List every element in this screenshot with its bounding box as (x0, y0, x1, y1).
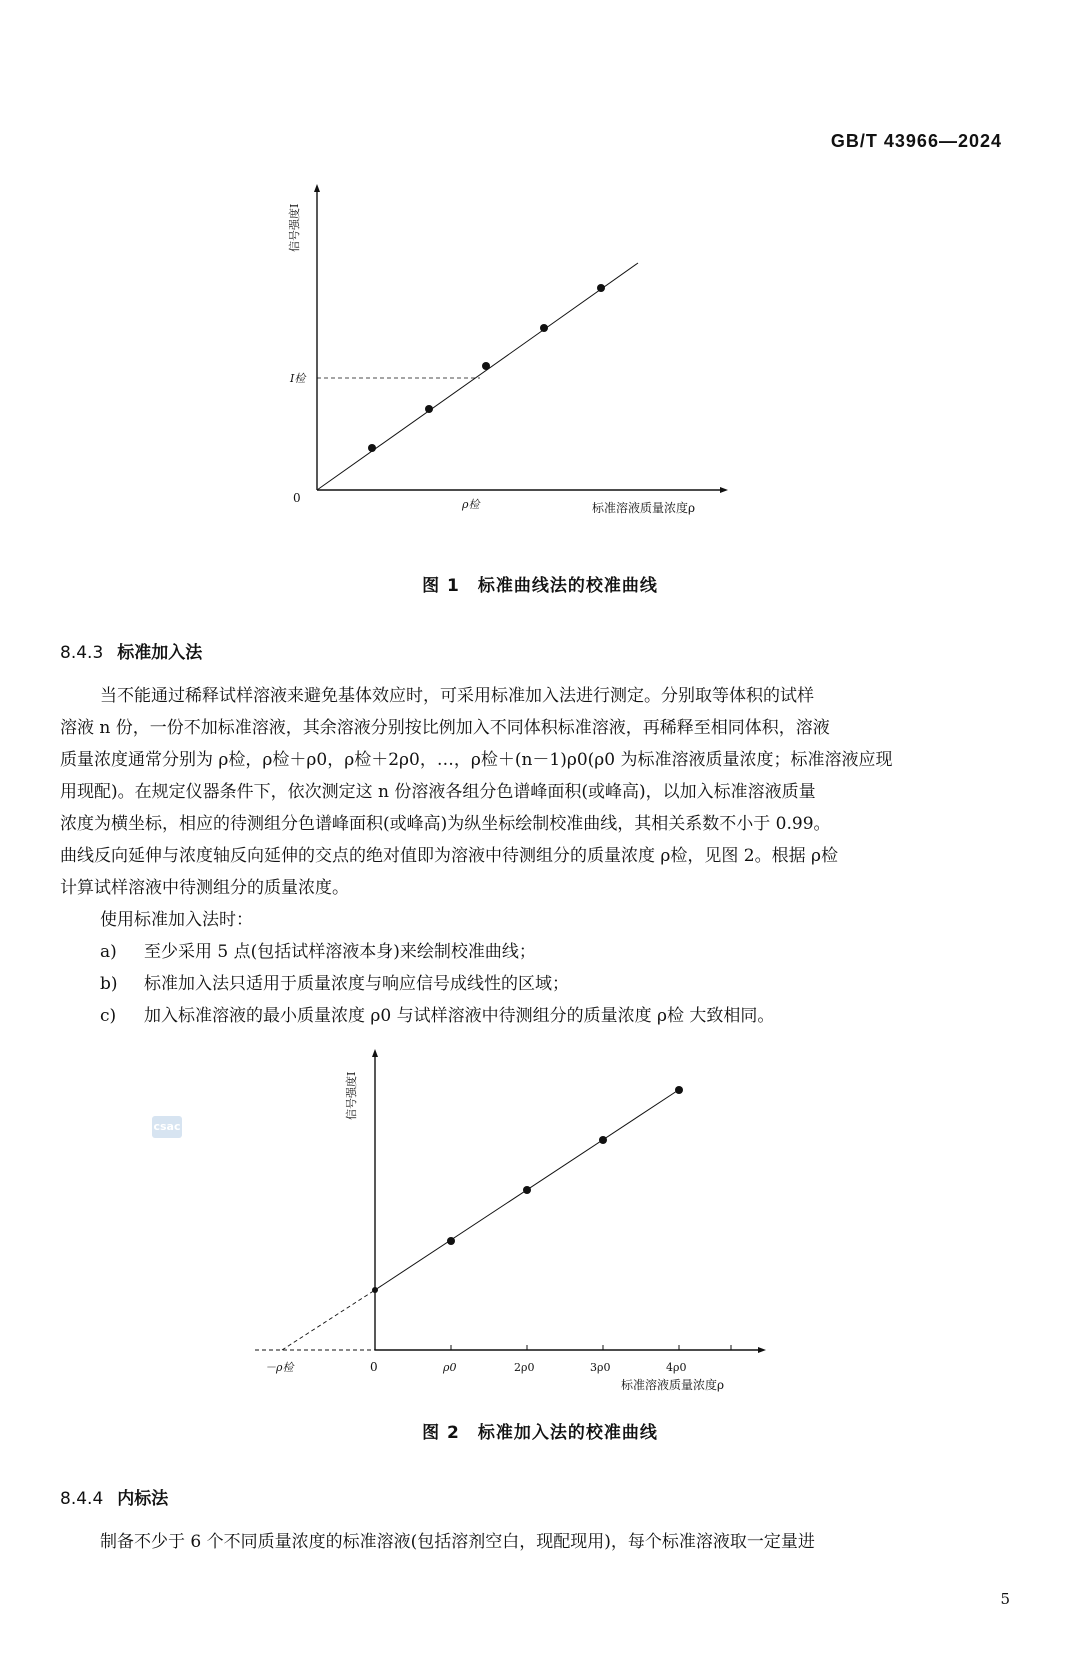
data-point (523, 1186, 531, 1194)
data-point (482, 362, 490, 370)
y-marker-label: I检 (290, 372, 306, 385)
page-number: 5 (1000, 1590, 1010, 1608)
data-point (372, 1287, 378, 1293)
list-item (60, 936, 1010, 968)
paragraph-line: 质量浓度通常分别为 ρ检，ρ检＋ρ0，ρ检＋2ρ0，…，ρ检＋(n－1)ρ0(ρ0 为标准溶液质量浓度；标准溶液应现 (60, 750, 893, 770)
figure-2-chart (255, 1045, 815, 1400)
x-tick-label: 4ρ0 (666, 1361, 687, 1374)
data-point (368, 444, 376, 452)
paragraph-line: 计算试样溶液中待测组分的质量浓度。 (60, 878, 349, 898)
y-axis-arrow (314, 184, 320, 192)
y-axis-arrow (372, 1049, 378, 1057)
x-tick-label: 3ρ0 (590, 1361, 611, 1374)
paragraph-line: 浓度为横坐标，相应的待测组分色谱峰面积(或峰高)为纵坐标绘制校准曲线，其相关系数不小于 0.99。 (60, 814, 831, 834)
list-item-label: b) (100, 974, 118, 994)
paragraph-line: 曲线反向延伸与浓度轴反向延伸的交点的绝对值即为溶液中待测组分的质量浓度 ρ检，见图 2。根据 ρ检 (60, 846, 839, 866)
x-axis-label: 标准溶液质量浓度ρ (621, 1378, 725, 1392)
list-item-label: c) (100, 1006, 117, 1026)
section-title: 内标法 (117, 1489, 169, 1509)
data-point (597, 284, 605, 292)
data-point (675, 1086, 683, 1094)
figure-1-chart (270, 180, 750, 540)
figure-2-caption: 图 2 标准加入法的校准曲线 (422, 1423, 658, 1443)
list-item-text: 加入标准溶液的最小质量浓度 ρ0 与试样溶液中待测组分的质量浓度 ρ检 大致相同。 (144, 1006, 775, 1026)
paragraph-line: 制备不少于 6 个不同质量浓度的标准溶液(包括溶剂空白，现配现用)，每个标准溶液取一定量进 (100, 1532, 815, 1552)
data-point (425, 405, 433, 413)
standard-number: GB/T 43966—2024 (830, 131, 1002, 151)
list-item-text: 至少采用 5 点(包括试样溶液本身)来绘制校准曲线； (144, 942, 536, 962)
x-tick-label: －ρ检 (265, 1361, 294, 1374)
figure-1-caption: 图 1 标准曲线法的校准曲线 (422, 576, 658, 596)
y-axis-label: 信号强度I (345, 1071, 358, 1120)
origin-label: 0 (293, 491, 301, 505)
paragraph-line: 用现配)。在规定仪器条件下，依次测定这 n 份溶液各组分色谱峰面积(或峰高)，以加入标准溶液质量 (60, 782, 816, 802)
x-marker-label: ρ检 (462, 498, 480, 511)
paragraph-line: 当不能通过稀释试样溶液来避免基体效应时，可采用标准加入法进行测定。分别取等体积的试样 (100, 686, 814, 706)
list-item (60, 1000, 1010, 1032)
y-axis-label: 信号强度I (288, 203, 301, 252)
section-title: 标准加入法 (117, 643, 203, 663)
list-item-text: 标准加入法只适用于质量浓度与响应信号成线性的区域； (144, 974, 569, 994)
list-item (60, 968, 1010, 1000)
x-axis-label: 标准溶液质量浓度ρ (592, 501, 696, 515)
extrapolation-dashed (282, 1290, 375, 1350)
x-tick-label: 0 (370, 1360, 378, 1374)
x-axis-arrow (758, 1347, 766, 1353)
x-tick-label: 2ρ0 (514, 1361, 535, 1374)
list-item-label: a) (100, 942, 117, 962)
x-tick-label: ρ0 (443, 1361, 457, 1374)
watermark-logo: csac (152, 1116, 182, 1138)
usage-intro: 使用标准加入法时： (100, 910, 253, 930)
section-heading-844 (60, 1484, 168, 1509)
x-axis-arrow (720, 487, 728, 493)
section-number: 8.4.4 (60, 1489, 104, 1509)
data-point (599, 1136, 607, 1144)
paragraph-line: 溶液 n 份，一份不加标准溶液，其余溶液分别按比例加入不同体积标准溶液，再稀释至相同体积，溶液 (60, 718, 830, 738)
data-point (540, 324, 548, 332)
section-844-body (60, 1526, 1010, 1558)
data-point (447, 1237, 455, 1245)
calibration-line (317, 263, 638, 490)
section-number: 8.4.3 (60, 643, 104, 663)
section-heading-843 (60, 638, 202, 663)
section-843-body (60, 680, 1010, 1032)
